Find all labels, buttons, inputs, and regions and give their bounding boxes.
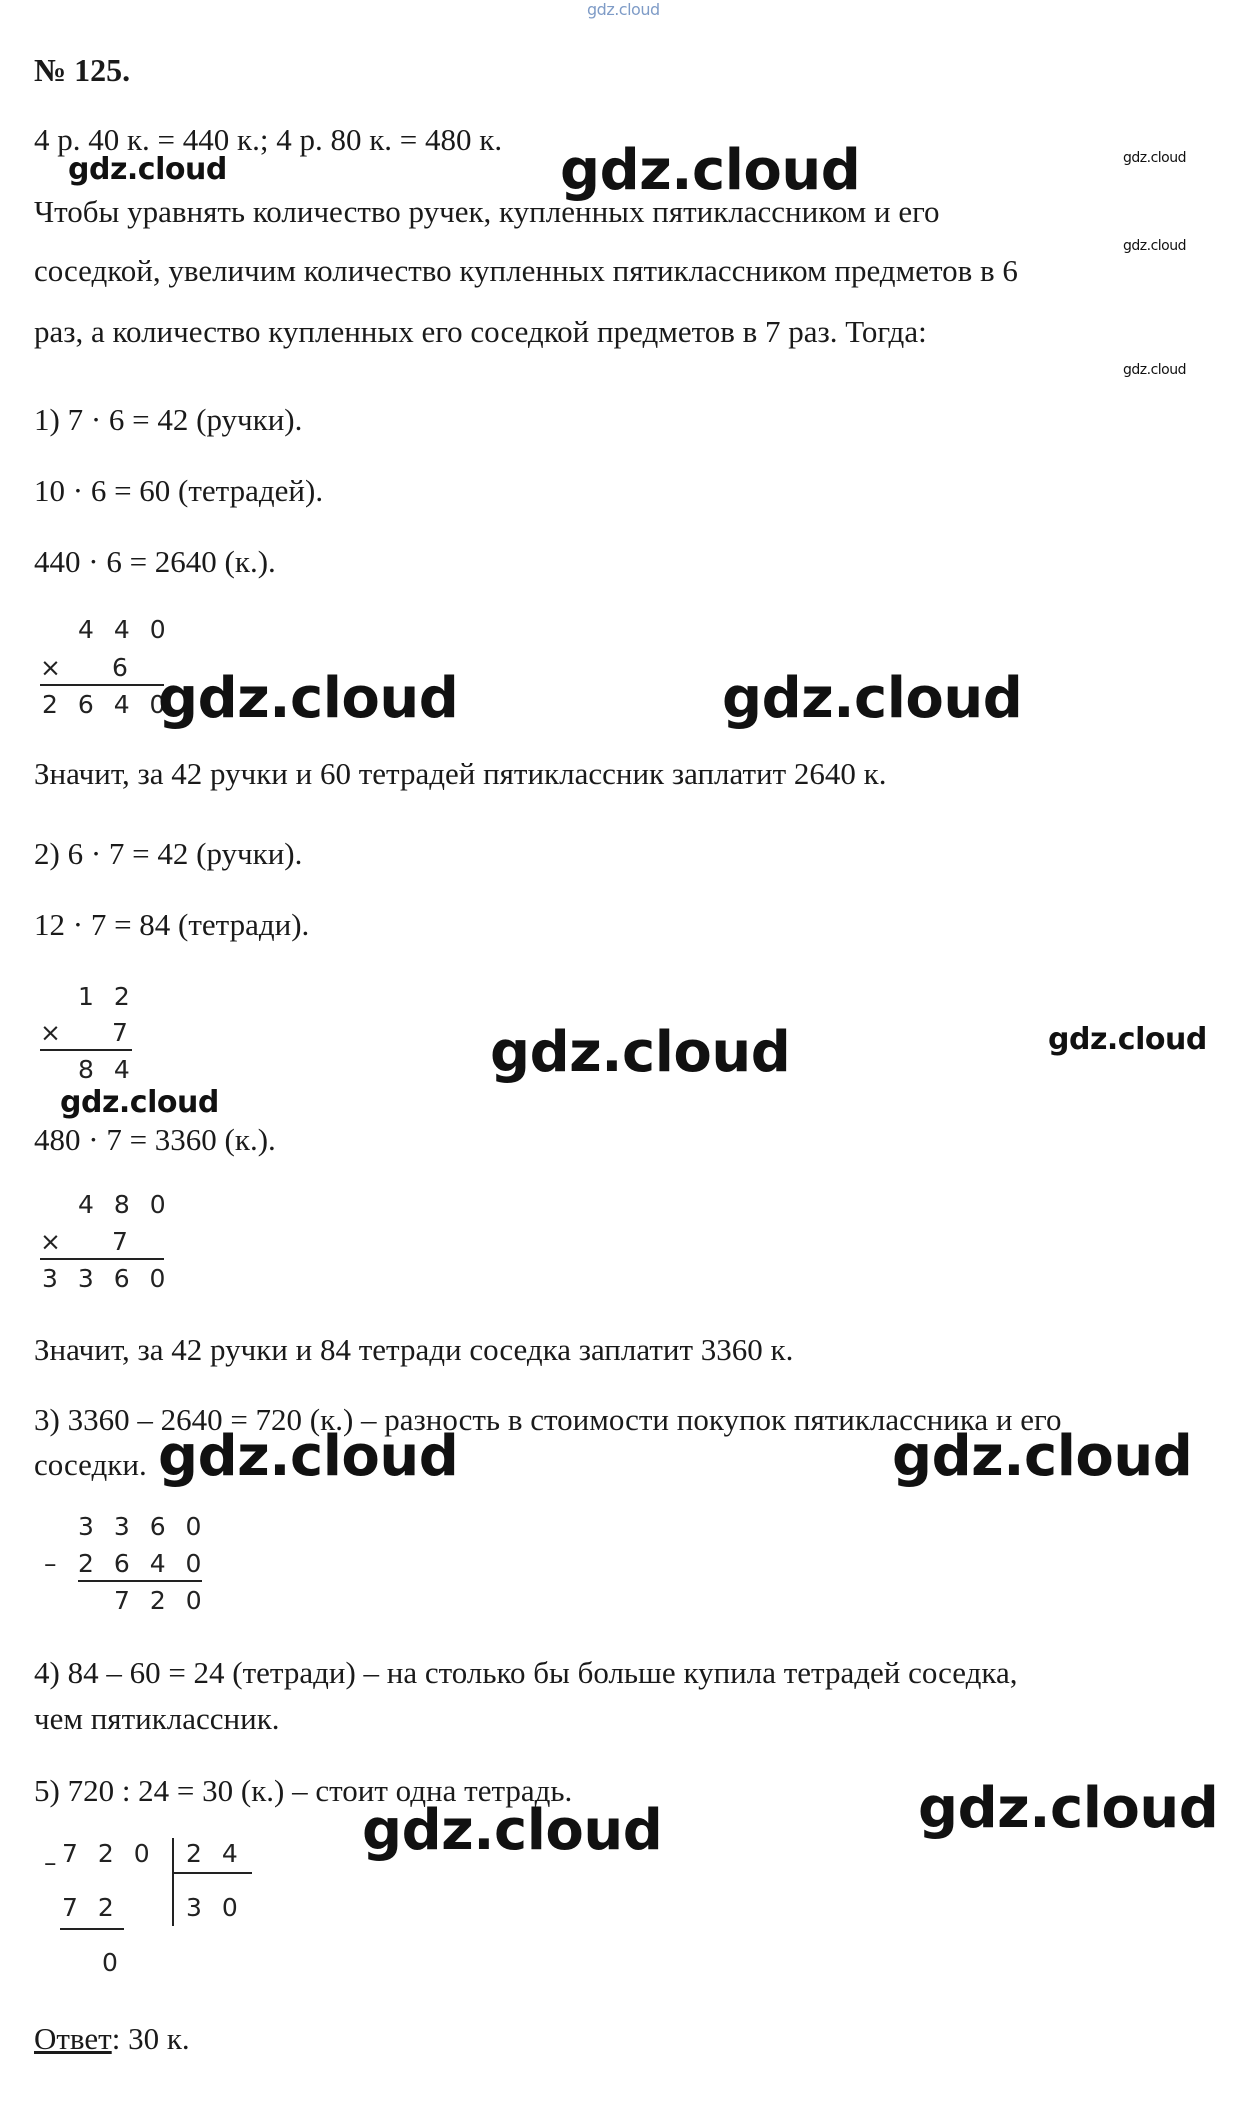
watermark: gdz.cloud (158, 1424, 459, 1489)
step-2-notebooks: 12 · 7 = 84 (тетради). (34, 907, 310, 942)
watermark: gdz.cloud (60, 1085, 219, 1120)
result-line (40, 684, 164, 686)
step-3-line-2: соседки. (34, 1447, 147, 1482)
watermark: gdz.cloud (362, 1798, 663, 1863)
divisor: 2 4 (186, 1839, 244, 1868)
multiplier: 6 (112, 653, 128, 682)
product: 2 6 4 0 (42, 690, 172, 719)
minus-sign: – (44, 1549, 57, 1578)
remainder: 0 (102, 1948, 118, 1977)
divisor-line (172, 1872, 252, 1874)
watermark: gdz.cloud (560, 138, 861, 203)
text-line-explain-1: Чтобы уравнять количество ручек, купленных пятиклассником и его (34, 194, 940, 229)
multiplicand: 4 8 0 (78, 1190, 172, 1219)
watermark: gdz.cloud (1123, 150, 1186, 166)
difference: 7 2 0 (114, 1586, 208, 1615)
text-line-prices: 4 р. 40 к. = 440 к.; 4 р. 80 к. = 480 к. (34, 122, 503, 157)
subtrahend: 2 6 4 0 (78, 1549, 208, 1578)
watermark: gdz.cloud (918, 1776, 1219, 1841)
step-4-line-1: 4) 84 – 60 = 24 (тетради) – на столько бы больше купила тетрадей соседка, (34, 1655, 1018, 1690)
step-1-conclusion: Значит, за 42 ручки и 60 тетрадей пятиклассник заплатит 2640 к. (34, 756, 887, 791)
minuend: 3 3 6 0 (78, 1512, 208, 1541)
step-3-line-1: 3) 3360 – 2640 = 720 (к.) – разность в стоимости покупок пятиклассника и его (34, 1402, 1062, 1437)
watermark: gdz.cloud (1123, 238, 1186, 254)
text-line-explain-2: соседкой, увеличим количество купленных пятиклассником предметов в 6 (34, 253, 1018, 288)
multiplicand: 1 2 (78, 982, 136, 1011)
step-1-pens: 1) 7 · 6 = 42 (ручки). (34, 402, 303, 437)
multiply-sign: × (40, 1227, 61, 1256)
step-1-notebooks: 10 · 6 = 60 (тетрадей). (34, 473, 324, 508)
multiplicand: 4 4 0 (78, 615, 172, 644)
partial-product: 7 2 (62, 1893, 120, 1922)
watermark: gdz.cloud (722, 666, 1023, 731)
answer-label: Ответ (34, 2021, 112, 2056)
result-line (40, 1049, 132, 1051)
answer-value: : 30 к. (111, 2021, 190, 2056)
dividend: 7 2 0 (62, 1839, 156, 1868)
product: 8 4 (78, 1055, 136, 1084)
watermark: gdz.cloud (1123, 362, 1186, 378)
result-line (40, 1258, 164, 1260)
step-2-pens: 2) 6 · 7 = 42 (ручки). (34, 836, 303, 871)
step-2-conclusion: Значит, за 42 ручки и 84 тетради соседка заплатит 3360 к. (34, 1332, 794, 1367)
step-2-cost: 480 · 7 = 3360 (к.). (34, 1122, 276, 1157)
watermark: gdz.cloud (1048, 1022, 1207, 1057)
multiplier: 7 (112, 1018, 128, 1047)
step-1-cost: 440 · 6 = 2640 (к.). (34, 544, 276, 579)
watermark: gdz.cloud (158, 666, 459, 731)
problem-title: № 125. (34, 52, 131, 88)
quotient: 3 0 (186, 1893, 244, 1922)
answer (34, 2023, 190, 2054)
step-4-line-2: чем пятиклассник. (34, 1701, 280, 1736)
result-line (78, 1580, 202, 1582)
multiply-sign: × (40, 1018, 61, 1047)
watermark: gdz.cloud (892, 1424, 1193, 1489)
remainder-line (60, 1928, 124, 1930)
multiply-sign: × (40, 653, 61, 682)
step-5: 5) 720 : 24 = 30 (к.) – стоит одна тетрадь. (34, 1773, 573, 1808)
watermark: gdz.cloud (490, 1020, 791, 1085)
product: 3 3 6 0 (42, 1264, 172, 1293)
division-minus-sign: – (44, 1848, 57, 1877)
multiplier: 7 (112, 1227, 128, 1256)
division-bar (172, 1838, 174, 1926)
text-line-explain-3: раз, а количество купленных его соседкой предметов в 7 раз. Тогда: (34, 314, 927, 349)
watermark: gdz.cloud (68, 152, 227, 187)
watermark-top: gdz.cloud (587, 0, 660, 19)
